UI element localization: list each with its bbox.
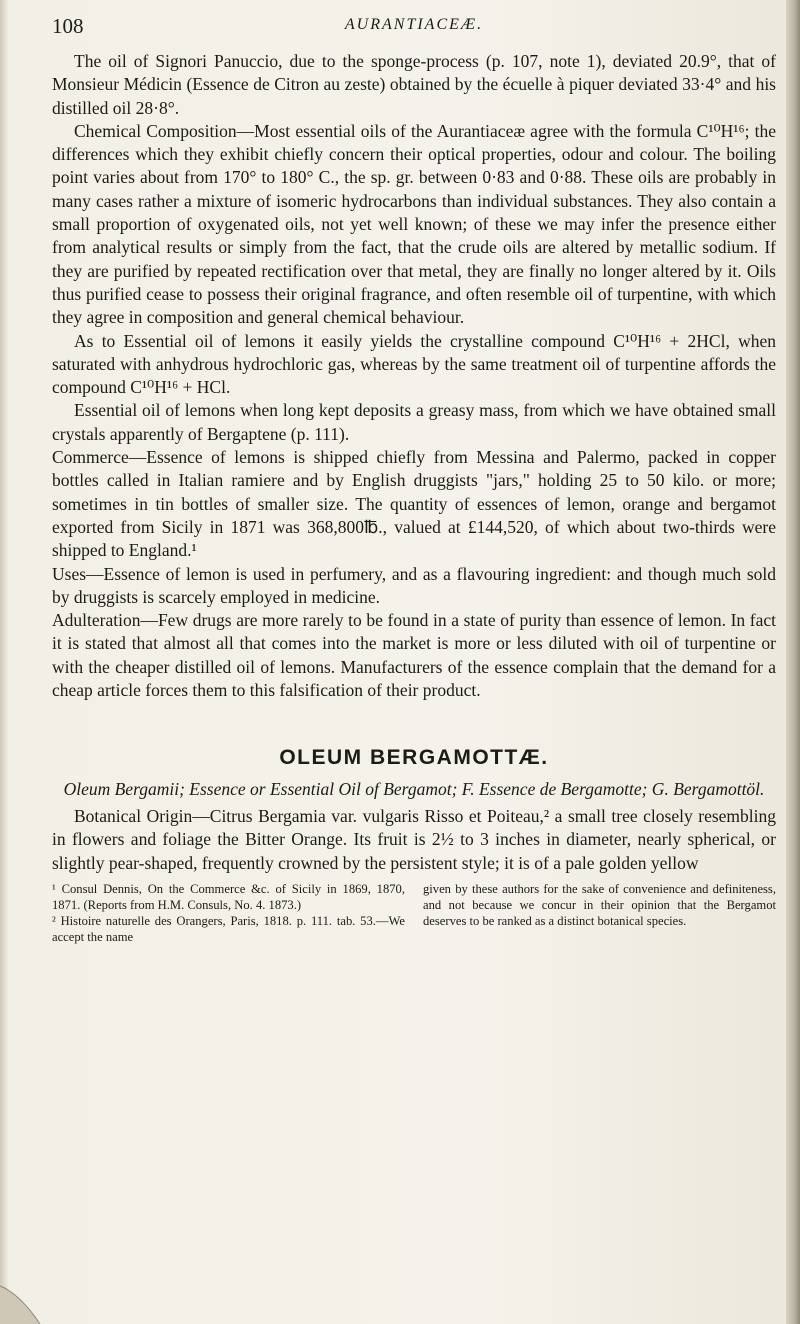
book-spine-shadow bbox=[786, 0, 800, 1324]
footnote-2-continued: given by these authors for the sake of convenience and definiteness, and not because we concur in their opinion that the Bergamot deserves to be ranked as a distinct botanical species. bbox=[423, 881, 776, 928]
paragraph-commerce: Commerce—Essence of lemons is shipped chiefly from Messina and Palermo, packed in copper bottles called in Italian ramiere and by English druggists "jars," holding 25 to 50 kilo. or more; sometimes in tin bottles of smaller size. The quantity of essences of lemon, orange and bergamot exported from Sicily in 1871 was 368,800℔., valued at £144,520, of which about two-thirds were shipped to England.¹ bbox=[52, 447, 776, 561]
footnote-2: ² Histoire naturelle des Orangers, Paris, 1818. p. 111. tab. 53.—We accept the name bbox=[52, 913, 405, 944]
paragraph-deposits: Essential oil of lemons when long kept deposits a greasy mass, from which we have obtained small crystals apparently of Bergaptene (p. 111). bbox=[52, 400, 776, 444]
footnotes-right-column bbox=[423, 881, 776, 945]
page-body bbox=[52, 50, 776, 945]
page-corner-curl-icon bbox=[0, 1264, 60, 1324]
page-header bbox=[52, 8, 776, 48]
paragraph-uses: Uses—Essence of lemon is used in perfumery, and as a flavouring ingredient: and though much sold by druggists is scarcely employed in medicine. bbox=[52, 563, 776, 607]
paragraph-essential-oil-lemons: As to Essential oil of lemons it easily yields the crystalline compound C¹⁰H¹⁶ + 2HCl, when saturated with anhydrous hydrochloric gas, whereas by the same treatment oil of turpentine affords the compound C¹⁰H¹⁶ + HCl. bbox=[52, 330, 776, 398]
footnote-1: ¹ Consul Dennis, On the Commerce &c. of Sicily in 1869, 1870, 1871. (Reports from H.M. Consuls, No. 4. 1873.) bbox=[52, 881, 405, 912]
paragraph-adulteration: Adulteration—Few drugs are more rarely to be found in a state of purity than essence of lemon. In fact it is stated that almost all that comes into the market is more or less diluted with oil of turpentine or with the cheaper distilled oil of lemons. Manufacturers of the essence complain that the demand for a cheap article forces them to this falsification of their product. bbox=[52, 610, 776, 701]
page-left-edge bbox=[0, 0, 8, 1324]
footnotes bbox=[52, 881, 776, 945]
running-title: AURANTIACEÆ. bbox=[344, 16, 484, 33]
footnotes-left-column bbox=[52, 881, 405, 945]
paragraph-botanical-origin: Botanical Origin—Citrus Bergamia var. vulgaris Risso et Poiteau,² a small tree closely resembling in flowers and foliage the Bitter Orange. Its fruit is 2½ to 3 inches in diameter, nearly spherical, or slightly pear-shaped, frequently crowned by the persistent style; it is of a pale golden yellow bbox=[52, 805, 776, 873]
section-heading: OLEUM BERGAMOTTÆ. bbox=[279, 746, 549, 770]
paragraph-chemical-composition: Chemical Composition—Most essential oils of the Aurantiaceæ agree with the formula C¹⁰H¹⁶; the differences which they exhibit chiefly concern their optical properties, odour and colour. The boiling point varies about from 170° to 180° C., the sp. gr. between 0·83 and 0·88. These oils are probably in many cases rather a mixture of isomeric hydrocarbons than individual substances. They also contain a small proportion of oxygenated oils, not yet well known; of these we may infer the presence either from analytical results or simply from the fact, that the crude oils are altered by metallic sodium. If they are purified by repeated rectification over that metal, they are finally no longer altered by it. Oils thus purified cease to possess their original fragrance, and often resemble oil of turpentine, with which they agree in composition and general chemical behaviour. bbox=[52, 120, 776, 328]
paragraph-oil-deviation: The oil of Signori Panuccio, due to the sponge-process (p. 107, note 1), deviated 20.9°, that of Monsieur Médicin (Essence de Citron au zeste) obtained by the écuelle à piquer deviated 33·4° and his distilled oil 28·8°. bbox=[52, 51, 776, 118]
page-number: 108 bbox=[52, 14, 84, 38]
section-synonyms: Oleum Bergamii; Essence or Essential Oil of Bergamot; F. Essence de Bergamotte; G. Bergamottöl. bbox=[63, 778, 765, 799]
